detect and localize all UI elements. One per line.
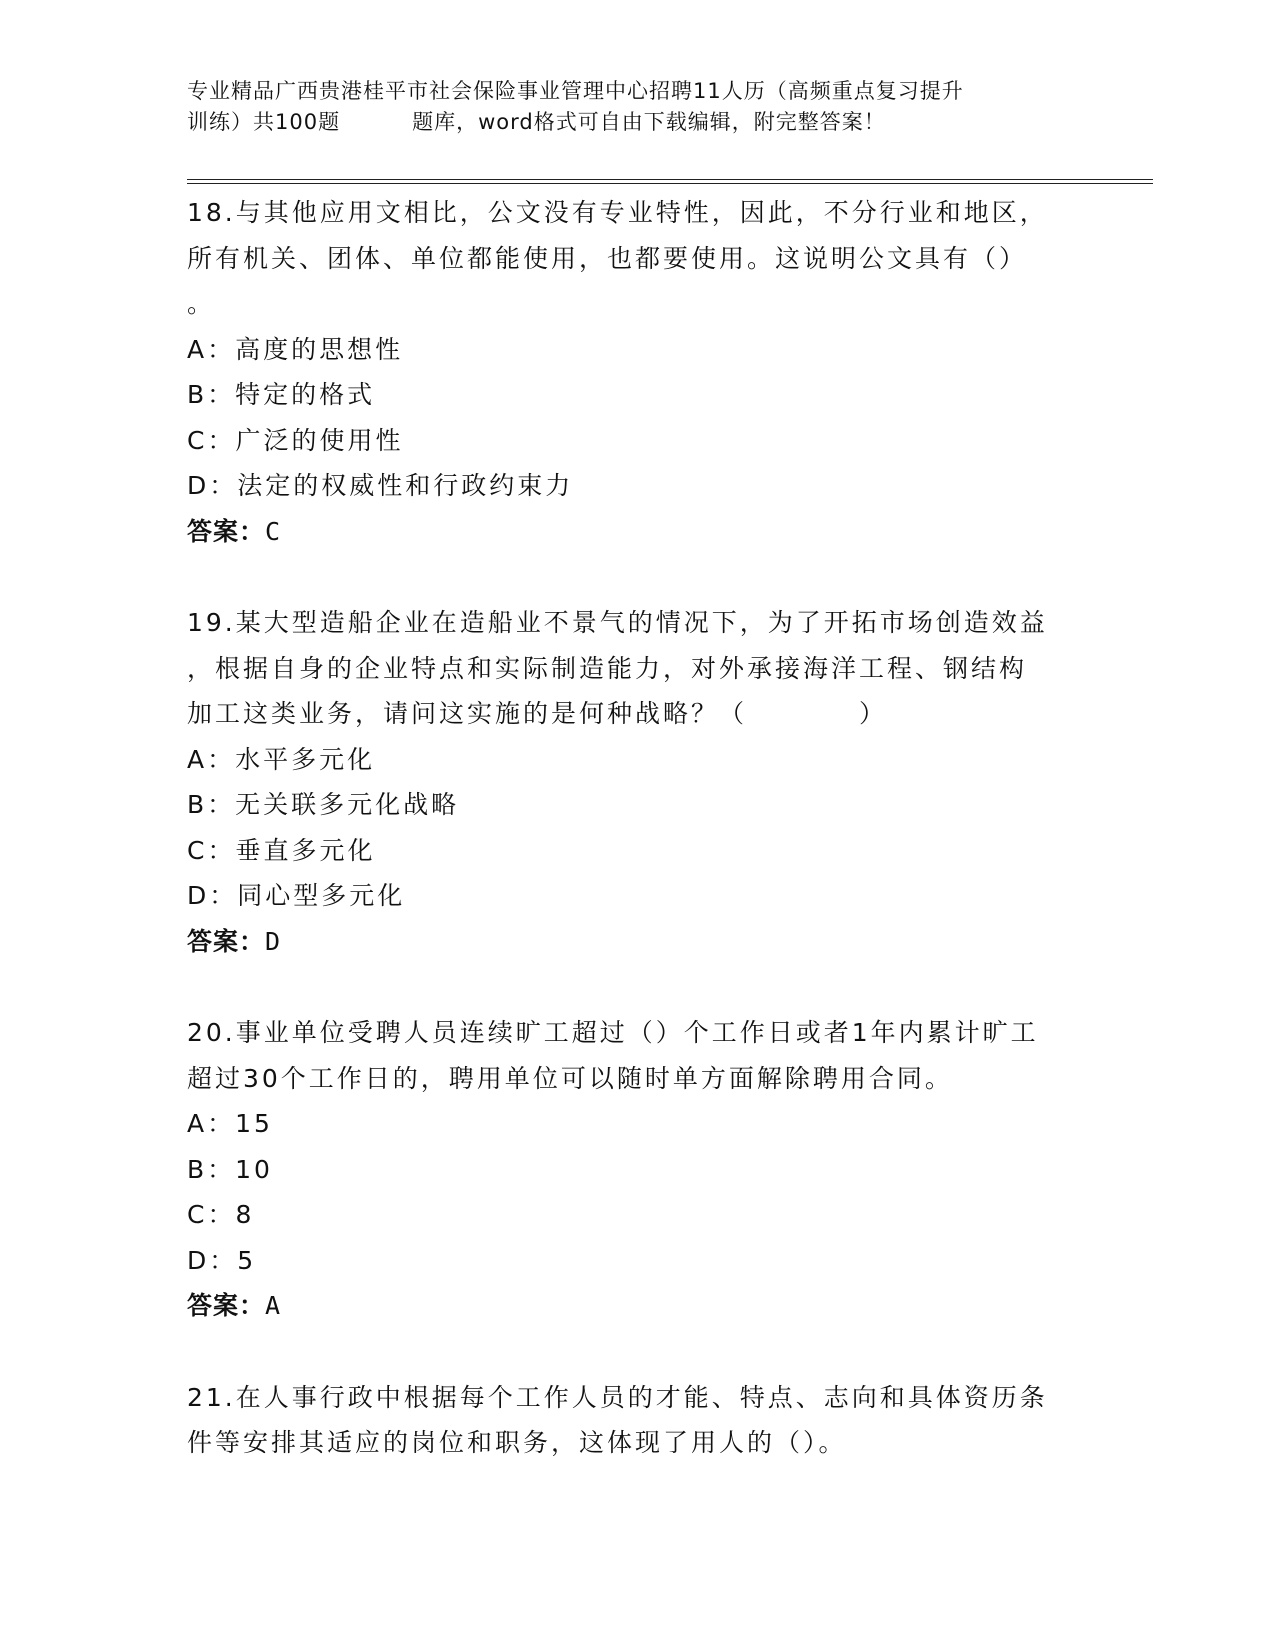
header-divider-top: [187, 179, 1153, 180]
answer: [187, 1283, 1087, 1329]
question-stem-line: 。: [187, 289, 216, 318]
questions-body: [187, 190, 1087, 1466]
option-a: A：15: [187, 1109, 273, 1138]
option-b: B：特定的格式: [187, 380, 376, 409]
question-21: [187, 1375, 1087, 1466]
option-b: B：10: [187, 1154, 273, 1184]
question-stem-line: 加工这类业务，请问这实施的是何种战略？（ ）: [187, 699, 888, 728]
header-line-1: 专业精品广西贵港桂平市社会保险事业管理中心招聘11人历（高频重点复习提升: [187, 79, 964, 103]
question-stem-line: 21.在人事行政中根据每个工作人员的才能、特点、志向和具体资历条: [187, 1382, 1048, 1412]
question-20: [187, 1010, 1087, 1329]
answer-label: 答案：: [187, 516, 266, 546]
option-b: B：无关联多元化战略: [187, 790, 460, 819]
option-a: A：水平多元化: [187, 744, 376, 774]
answer-value: C: [265, 516, 282, 546]
header-divider-bottom: [187, 183, 1153, 184]
option-d: D：法定的权威性和行政约束力: [187, 471, 574, 500]
question-stem-line: ，根据自身的企业特点和实际制造能力，对外承接海洋工程、钢结构: [187, 653, 1028, 683]
answer-label: 答案：: [187, 1291, 266, 1320]
question-18: [187, 190, 1087, 554]
header-line-2-part-2: 题库，word格式可自由下载编辑，附完整答案！: [412, 110, 886, 134]
header-line-2-part-1: 训练）共100题: [187, 110, 341, 134]
question-stem-line: 19.某大型造船企业在造船业不景气的情况下，为了开拓市场创造效益: [187, 608, 1048, 637]
answer-value: D: [265, 926, 282, 956]
question-stem-line: 18.与其他应用文相比，公文没有专业特性，因此，不分行业和地区，: [187, 198, 1048, 227]
question-stem-line: 件等安排其适应的岗位和职务，这体现了用人的（）。: [187, 1428, 847, 1457]
header-line-2: [187, 107, 1087, 138]
option-a: A：高度的思想性: [187, 334, 404, 364]
option-c: C：垂直多元化: [187, 835, 376, 865]
question-19: [187, 600, 1087, 964]
question-stem-line: 20.事业单位受聘人员连续旷工超过（）个工作日或者1年内累计旷工: [187, 1018, 1039, 1047]
option-c: C：广泛的使用性: [187, 425, 404, 455]
option-d: D：5: [187, 1245, 257, 1275]
answer: [187, 509, 1087, 555]
answer-value: A: [265, 1291, 282, 1320]
option-c: C：8: [187, 1200, 255, 1229]
page-header: [187, 76, 1087, 138]
answer-label: 答案：: [187, 926, 266, 956]
question-stem-line: 超过30个工作日的，聘用单位可以随时单方面解除聘用合同。: [187, 1063, 953, 1093]
option-d: D：同心型多元化: [187, 881, 406, 910]
question-stem-line: 所有机关、团体、单位都能使用，也都要使用。这说明公文具有（）: [187, 243, 1028, 273]
answer: [187, 919, 1087, 965]
